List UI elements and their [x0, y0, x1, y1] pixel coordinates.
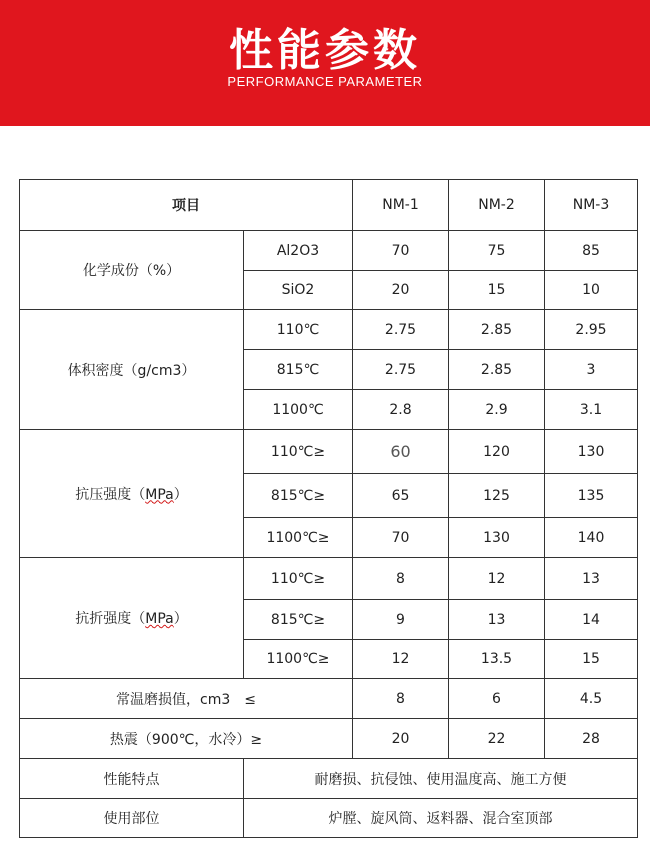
performance-table: [19, 179, 638, 838]
sub-label: 110℃≥: [244, 558, 353, 600]
cell-value: 2.9: [449, 390, 545, 430]
cell-value: 135: [545, 474, 638, 518]
header-nm3: NM-3: [545, 180, 638, 231]
sub-label: 815℃≥: [244, 600, 353, 640]
sub-label: 1100℃: [244, 390, 353, 430]
cell-value: 9: [353, 600, 449, 640]
group-label: 体积密度（g/cm3）: [20, 310, 244, 430]
table-header-row: [20, 180, 638, 231]
cell-value: 20: [353, 719, 449, 759]
cell-value: 3.1: [545, 390, 638, 430]
cell-value: 65: [353, 474, 449, 518]
header-nm1: NM-1: [353, 180, 449, 231]
cell-value: 75: [449, 231, 545, 271]
row-label: 使用部位: [20, 799, 244, 838]
cell-value: 2.75: [353, 310, 449, 350]
sub-label: 110℃: [244, 310, 353, 350]
cell-value: 22: [449, 719, 545, 759]
table-row: [20, 558, 638, 600]
sub-label: 1100℃≥: [244, 640, 353, 679]
cell-value: 70: [353, 231, 449, 271]
cell-value: 28: [545, 719, 638, 759]
cell-value: 2.85: [449, 350, 545, 390]
cell-value: 14: [545, 600, 638, 640]
table-row: [20, 719, 638, 759]
cell-value: 20: [353, 271, 449, 310]
cell-value: 12: [353, 640, 449, 679]
row-label: 热震（900℃，水冷）≥: [20, 719, 353, 759]
cell-value: 130: [545, 430, 638, 474]
cell-value: 2.85: [449, 310, 545, 350]
cell-value: 3: [545, 350, 638, 390]
cell-value: 6: [449, 679, 545, 719]
cell-value: 4.5: [545, 679, 638, 719]
cell-value: 125: [449, 474, 545, 518]
row-text: 耐磨损、抗侵蚀、使用温度高、施工方便: [244, 759, 638, 799]
cell-value: 60: [353, 430, 449, 474]
cell-value: 15: [545, 640, 638, 679]
table-row: [20, 759, 638, 799]
sub-label: 815℃: [244, 350, 353, 390]
cell-value: 8: [353, 558, 449, 600]
table-row: [20, 231, 638, 271]
sub-label: SiO2: [244, 271, 353, 310]
cell-value: 70: [353, 518, 449, 558]
cell-value: 12: [449, 558, 545, 600]
sub-label: 110℃≥: [244, 430, 353, 474]
sub-label: 815℃≥: [244, 474, 353, 518]
cell-value: 140: [545, 518, 638, 558]
cell-value: 15: [449, 271, 545, 310]
header-nm2: NM-2: [449, 180, 545, 231]
page-subtitle: PERFORMANCE PARAMETER: [227, 74, 423, 89]
cell-value: 10: [545, 271, 638, 310]
cell-value: 13: [545, 558, 638, 600]
table-row: [20, 679, 638, 719]
group-label: 抗压强度（MPa）: [20, 430, 244, 558]
group-label: 抗折强度（MPa）: [20, 558, 244, 679]
group-label: 化学成份（%）: [20, 231, 244, 310]
cell-value: 130: [449, 518, 545, 558]
cell-value: 2.75: [353, 350, 449, 390]
header-banner: [0, 0, 650, 126]
cell-value: 2.8: [353, 390, 449, 430]
page-title: 性能参数: [229, 25, 421, 76]
cell-value: 2.95: [545, 310, 638, 350]
table-row: [20, 799, 638, 838]
cell-value: 13.5: [449, 640, 545, 679]
header-item: 项目: [20, 180, 353, 231]
table-row: [20, 430, 638, 474]
row-label: 常温磨损值，cm3 ≤: [20, 679, 353, 719]
cell-value: 120: [449, 430, 545, 474]
cell-value: 8: [353, 679, 449, 719]
cell-value: 13: [449, 600, 545, 640]
cell-value: 85: [545, 231, 638, 271]
row-label: 性能特点: [20, 759, 244, 799]
table-row: [20, 310, 638, 350]
sub-label: Al2O3: [244, 231, 353, 271]
sub-label: 1100℃≥: [244, 518, 353, 558]
row-text: 炉膛、旋风筒、返料器、混合室顶部: [244, 799, 638, 838]
